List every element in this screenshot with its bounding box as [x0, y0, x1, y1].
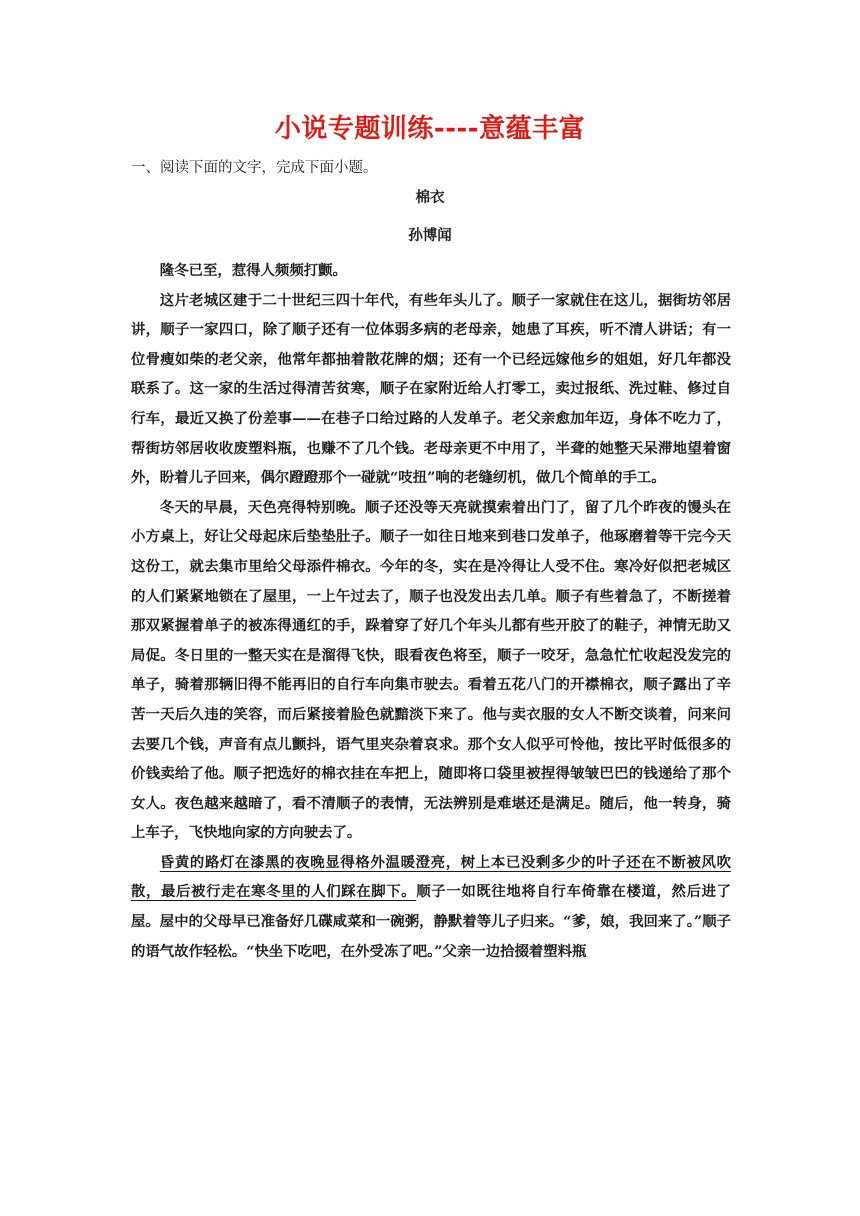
paragraph-1: 隆冬已至，惹得人频频打颤。 — [159, 262, 347, 279]
story-body — [131, 256, 731, 966]
paragraph-4-rest: 顺子一如既往地将自行车倚靠在楼道，然后进了屋。屋中的父母早已准备好几碟咸菜和一碗粥，静默着等儿子归来。“爹，娘，我回来了。”顺子的语气故作轻松。“快坐下吃吧，在外受冻了吧。”父亲一边拾掇着塑料瓶 — [131, 883, 731, 960]
paragraph-4 — [131, 848, 731, 966]
underlined-passage: 昏黄的路灯在漆黑的夜晚显得格外温暖澄亮，树上本已没剩多少的叶子还在不断被风吹散，最后被行走在寒冬里的人们踩在脚下。 — [131, 853, 731, 901]
story-author: 孙博闻 — [408, 227, 452, 244]
paragraph-2: 这片老城区建于二十世纪三四十年代，有些年头儿了。顺子一家就住在这儿，据街坊邻居讲，顺子一家四口，除了顺子还有一位体弱多病的老母亲，她患了耳疾，听不清人讲话；有一位骨瘦如柴的老父亲，他常年都抽着散花牌的烟；还有一个已经远嫁他乡的姐姐，好几年都没联系了。这一家的生活过得清苦贫寒，顺子在家附近给人打零工，卖过报纸、洗过鞋、修过自行车，最近又换了份差事——在巷子口给过路的人发单子。老父亲愈加年迈，身体不吃力了，帮街坊邻居收收废塑料瓶，也赚不了几个钱。老母亲更不中用了，半聋的她整天呆滞地望着窗外，盼着儿子回来，偶尔蹬蹬那个一碰就“吱扭”响的老缝纫机，做几个简单的手工。 — [131, 291, 731, 487]
document-title: 小说专题训练----意蕴丰富 — [274, 114, 586, 144]
story-title: 棉衣 — [415, 189, 445, 206]
paragraph-3: 冬天的早晨，天色亮得特别晚。顺子还没等天亮就摸索着出门了，留了几个昨夜的馒头在小方桌上，好让父母起床后垫垫肚子。顺子一如往日地来到巷口发单子，他琢磨着等干完今天这份工，就去集市里给父母添件棉衣。今年的冬，实在是冷得让人受不住。寒冷好似把老城区的人们紧紧地锁在了屋里，一上午过去了，顺子也没发出去几单。顺子有些着急了，不断搓着那双紧握着单子的被冻得通红的手，跺着穿了好几个年头儿都有些开胶了的鞋子，神情无助又局促。冬日里的一整天实在是溜得飞快，眼看夜色将至，顺子一咬牙，急急忙忙收起没发完的单子，骑着那辆旧得不能再旧的自行车向集市驶去。看着五花八门的开襟棉衣，顺子露出了辛苦一天后久违的笑容，而后紧接着脸色就黯淡下来了。他与卖衣服的女人不断交谈着，问来问去要几个钱，声音有点儿颤抖，语气里夹杂着哀求。那个女人似乎可怜他，按比平时低很多的价钱卖给了他。顺子把选好的棉衣挂在车把上，随即将口袋里被捏得皱皱巴巴的钱递给了那个女人。夜色越来越暗了，看不清顺子的表情，无法辨别是难堪还是满足。随后，他一转身，骑上车子，飞快地向家的方向驶去了。 — [131, 498, 731, 842]
question-instruction: 一、阅读下面的文字，完成下面小题。 — [131, 160, 378, 176]
